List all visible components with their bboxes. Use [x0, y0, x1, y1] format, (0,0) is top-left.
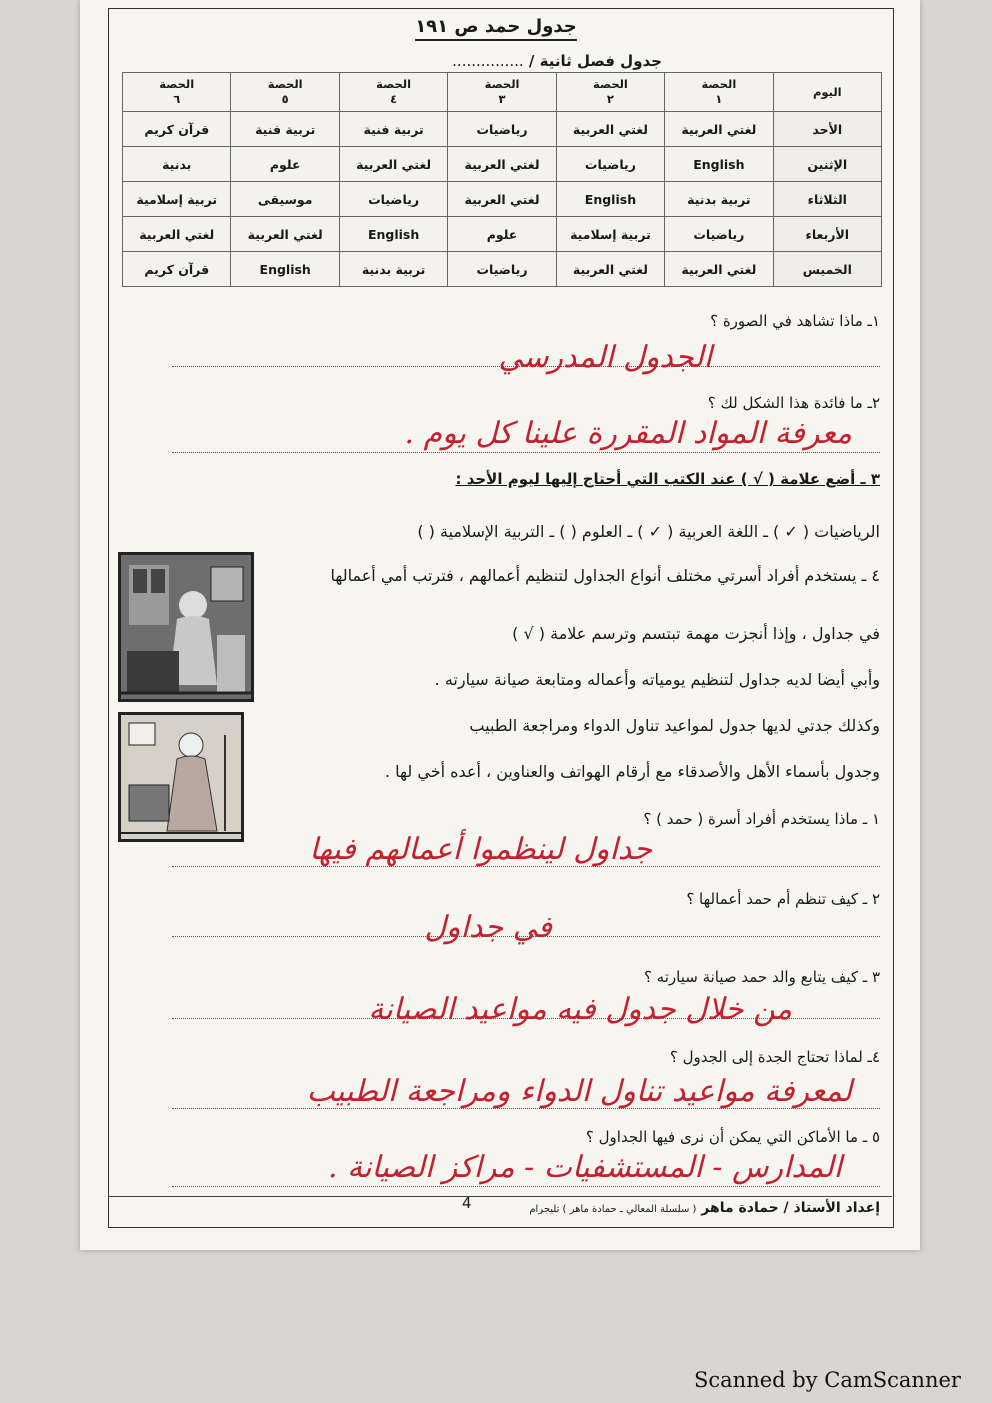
- header-period-3: الحصة ٣: [448, 73, 556, 112]
- header-day: اليوم: [773, 73, 881, 112]
- question-2: ٢ـ ما فائدة هذا الشكل لك ؟: [707, 394, 880, 412]
- sub-answer-3: من خلال جدول فيه مواعيد الصيانة: [368, 992, 792, 1027]
- sub-answer-line-5: [172, 1186, 880, 1187]
- subject-cell: English: [665, 147, 773, 182]
- subject-cell: رياضيات: [556, 147, 664, 182]
- answer-line-2: [172, 452, 880, 453]
- table-row: [123, 147, 882, 182]
- kitchen-illustration: [121, 555, 251, 699]
- sub-answer-4: لمعرفة مواعيد تناول الدواء ومراجعة الطبيب: [306, 1074, 852, 1109]
- sub-question-4: ٤ـ لماذا تحتاج الجدة إلى الجدول ؟: [669, 1048, 880, 1066]
- sub-question-3: ٣ ـ كيف يتابع والد حمد صيانة سيارته ؟: [643, 968, 880, 986]
- schedule-header-row: [123, 73, 882, 112]
- header-period-2: الحصة ٢: [556, 73, 664, 112]
- subject-cell: English: [339, 217, 447, 252]
- subject-cell: علوم: [448, 217, 556, 252]
- subject-cell: لغتي العربية: [448, 147, 556, 182]
- page-number: 4: [462, 1194, 472, 1212]
- passage-line-4: وكذلك جدتي لديها جدول لمواعيد تناول الدواء ومراجعة الطبيب: [469, 716, 880, 735]
- sub-answer-line-4: [172, 1108, 880, 1109]
- subject-cell: تربية فنية: [339, 112, 447, 147]
- subject-cell: موسيقى: [231, 182, 339, 217]
- sub-answer-line-3: [172, 1018, 880, 1019]
- subject-cell: بدنية: [123, 147, 231, 182]
- header-period-4: الحصة ٤: [339, 73, 447, 112]
- subject-cell: رياضيات: [665, 217, 773, 252]
- subject-cell: قرآن كريم: [123, 112, 231, 147]
- grandmother-illustration: [121, 715, 241, 839]
- passage-line-2: في جداول ، وإذا أنجزت مهمة تبتسم وترسم علامة ( √ ): [512, 624, 880, 643]
- subject-cell: تربية بدنية: [665, 182, 773, 217]
- table-row: [123, 217, 882, 252]
- answer-2: معرفة المواد المقررة علينا كل يوم .: [404, 416, 852, 451]
- section-3-heading: ٣ ـ أضع علامة ( √ ) عند الكتب التي أحتاج إليها ليوم الأحد :: [455, 470, 880, 488]
- day-cell: الأحد: [773, 112, 881, 147]
- subject-cell: رياضيات: [339, 182, 447, 217]
- sub-answer-2: في جداول: [424, 910, 552, 945]
- subject-cell: علوم: [231, 147, 339, 182]
- subject-cell: لغتي العربية: [123, 217, 231, 252]
- question-1: ١ـ ماذا تشاهد في الصورة ؟: [710, 312, 880, 330]
- question-3-options: الرياضيات ( ✓ ) ـ اللغة العربية ( ✓ ) ـ العلوم ( ) ـ التربية الإسلامية ( ): [417, 522, 880, 541]
- mother-kitchen-image: [118, 552, 254, 702]
- table-subtitle: [452, 52, 662, 70]
- header-period-5: الحصة ٥: [231, 73, 339, 112]
- series-credit: ( سلسلة المعالي ـ حمادة ماهر ) تليجرام: [529, 1204, 697, 1215]
- passage-line-5: وجدول بأسماء الأهل والأصدقاء مع أرقام الهواتف والعناوين ، أعده أخي لها .: [385, 762, 880, 781]
- day-cell: الإثنين: [773, 147, 881, 182]
- subject-cell: لغتي العربية: [665, 252, 773, 287]
- passage-line-1: ٤ ـ يستخدم أفراد أسرتي مختلف أنواع الجداول لتنظيم أعمالهم ، فترتب أمي أعمالها: [330, 566, 880, 585]
- subject-cell: رياضيات: [448, 252, 556, 287]
- subject-cell: لغتي العربية: [556, 252, 664, 287]
- subject-cell: تربية بدنية: [339, 252, 447, 287]
- table-row: [123, 112, 882, 147]
- sub-answer-1: جداول لينظموا أعمالهم فيها: [309, 832, 652, 867]
- subtitle-label: جدول فصل ثانية /: [528, 52, 662, 70]
- day-cell: الأربعاء: [773, 217, 881, 252]
- subject-cell: تربية فنية: [231, 112, 339, 147]
- subject-cell: لغتي العربية: [339, 147, 447, 182]
- answer-1: الجدول المدرسي: [498, 340, 712, 375]
- subject-cell: لغتي العربية: [231, 217, 339, 252]
- sub-question-2: ٢ ـ كيف تنظم أم حمد أعمالها ؟: [686, 890, 880, 908]
- subject-cell: تربية إسلامية: [556, 217, 664, 252]
- subject-cell: رياضيات: [448, 112, 556, 147]
- header-period-1: الحصة ١: [665, 73, 773, 112]
- subject-cell: لغتي العربية: [556, 112, 664, 147]
- sub-answer-5: المدارس - المستشفيات - مراكز الصيانة .: [328, 1150, 842, 1185]
- sub-answer-line-1: [172, 866, 880, 867]
- subject-cell: English: [231, 252, 339, 287]
- sub-answer-line-2: [172, 936, 880, 937]
- page-title: جدول حمد ص ١٩١: [0, 16, 992, 37]
- day-cell: الخميس: [773, 252, 881, 287]
- day-cell: الثلاثاء: [773, 182, 881, 217]
- schedule-table: [122, 72, 882, 287]
- footer-credit: [529, 1200, 880, 1216]
- camscanner-watermark: Scanned by CamScanner: [694, 1368, 961, 1392]
- subject-cell: English: [556, 182, 664, 217]
- author-credit: إعداد الأستاذ / حمادة ماهر: [701, 1200, 880, 1216]
- table-row: [123, 182, 882, 217]
- footer-divider: [108, 1196, 892, 1197]
- sub-question-1: ١ ـ ماذا يستخدم أفراد أسرة ( حمد ) ؟: [643, 810, 880, 828]
- passage-line-3: وأبي أيضا لديه جداول لتنظيم يومياته وأعماله ومتابعة صيانة سيارته .: [434, 670, 880, 689]
- subtitle-dots: ...............: [452, 52, 524, 70]
- header-period-6: الحصة ٦: [123, 73, 231, 112]
- grandmother-image: [118, 712, 244, 842]
- subject-cell: قرآن كريم: [123, 252, 231, 287]
- answer-line-1: [172, 366, 880, 367]
- table-row: [123, 252, 882, 287]
- subject-cell: تربية إسلامية: [123, 182, 231, 217]
- subject-cell: لغتي العربية: [448, 182, 556, 217]
- sub-question-5: ٥ ـ ما الأماكن التي يمكن أن نرى فيها الجداول ؟: [585, 1128, 880, 1146]
- subject-cell: لغتي العربية: [665, 112, 773, 147]
